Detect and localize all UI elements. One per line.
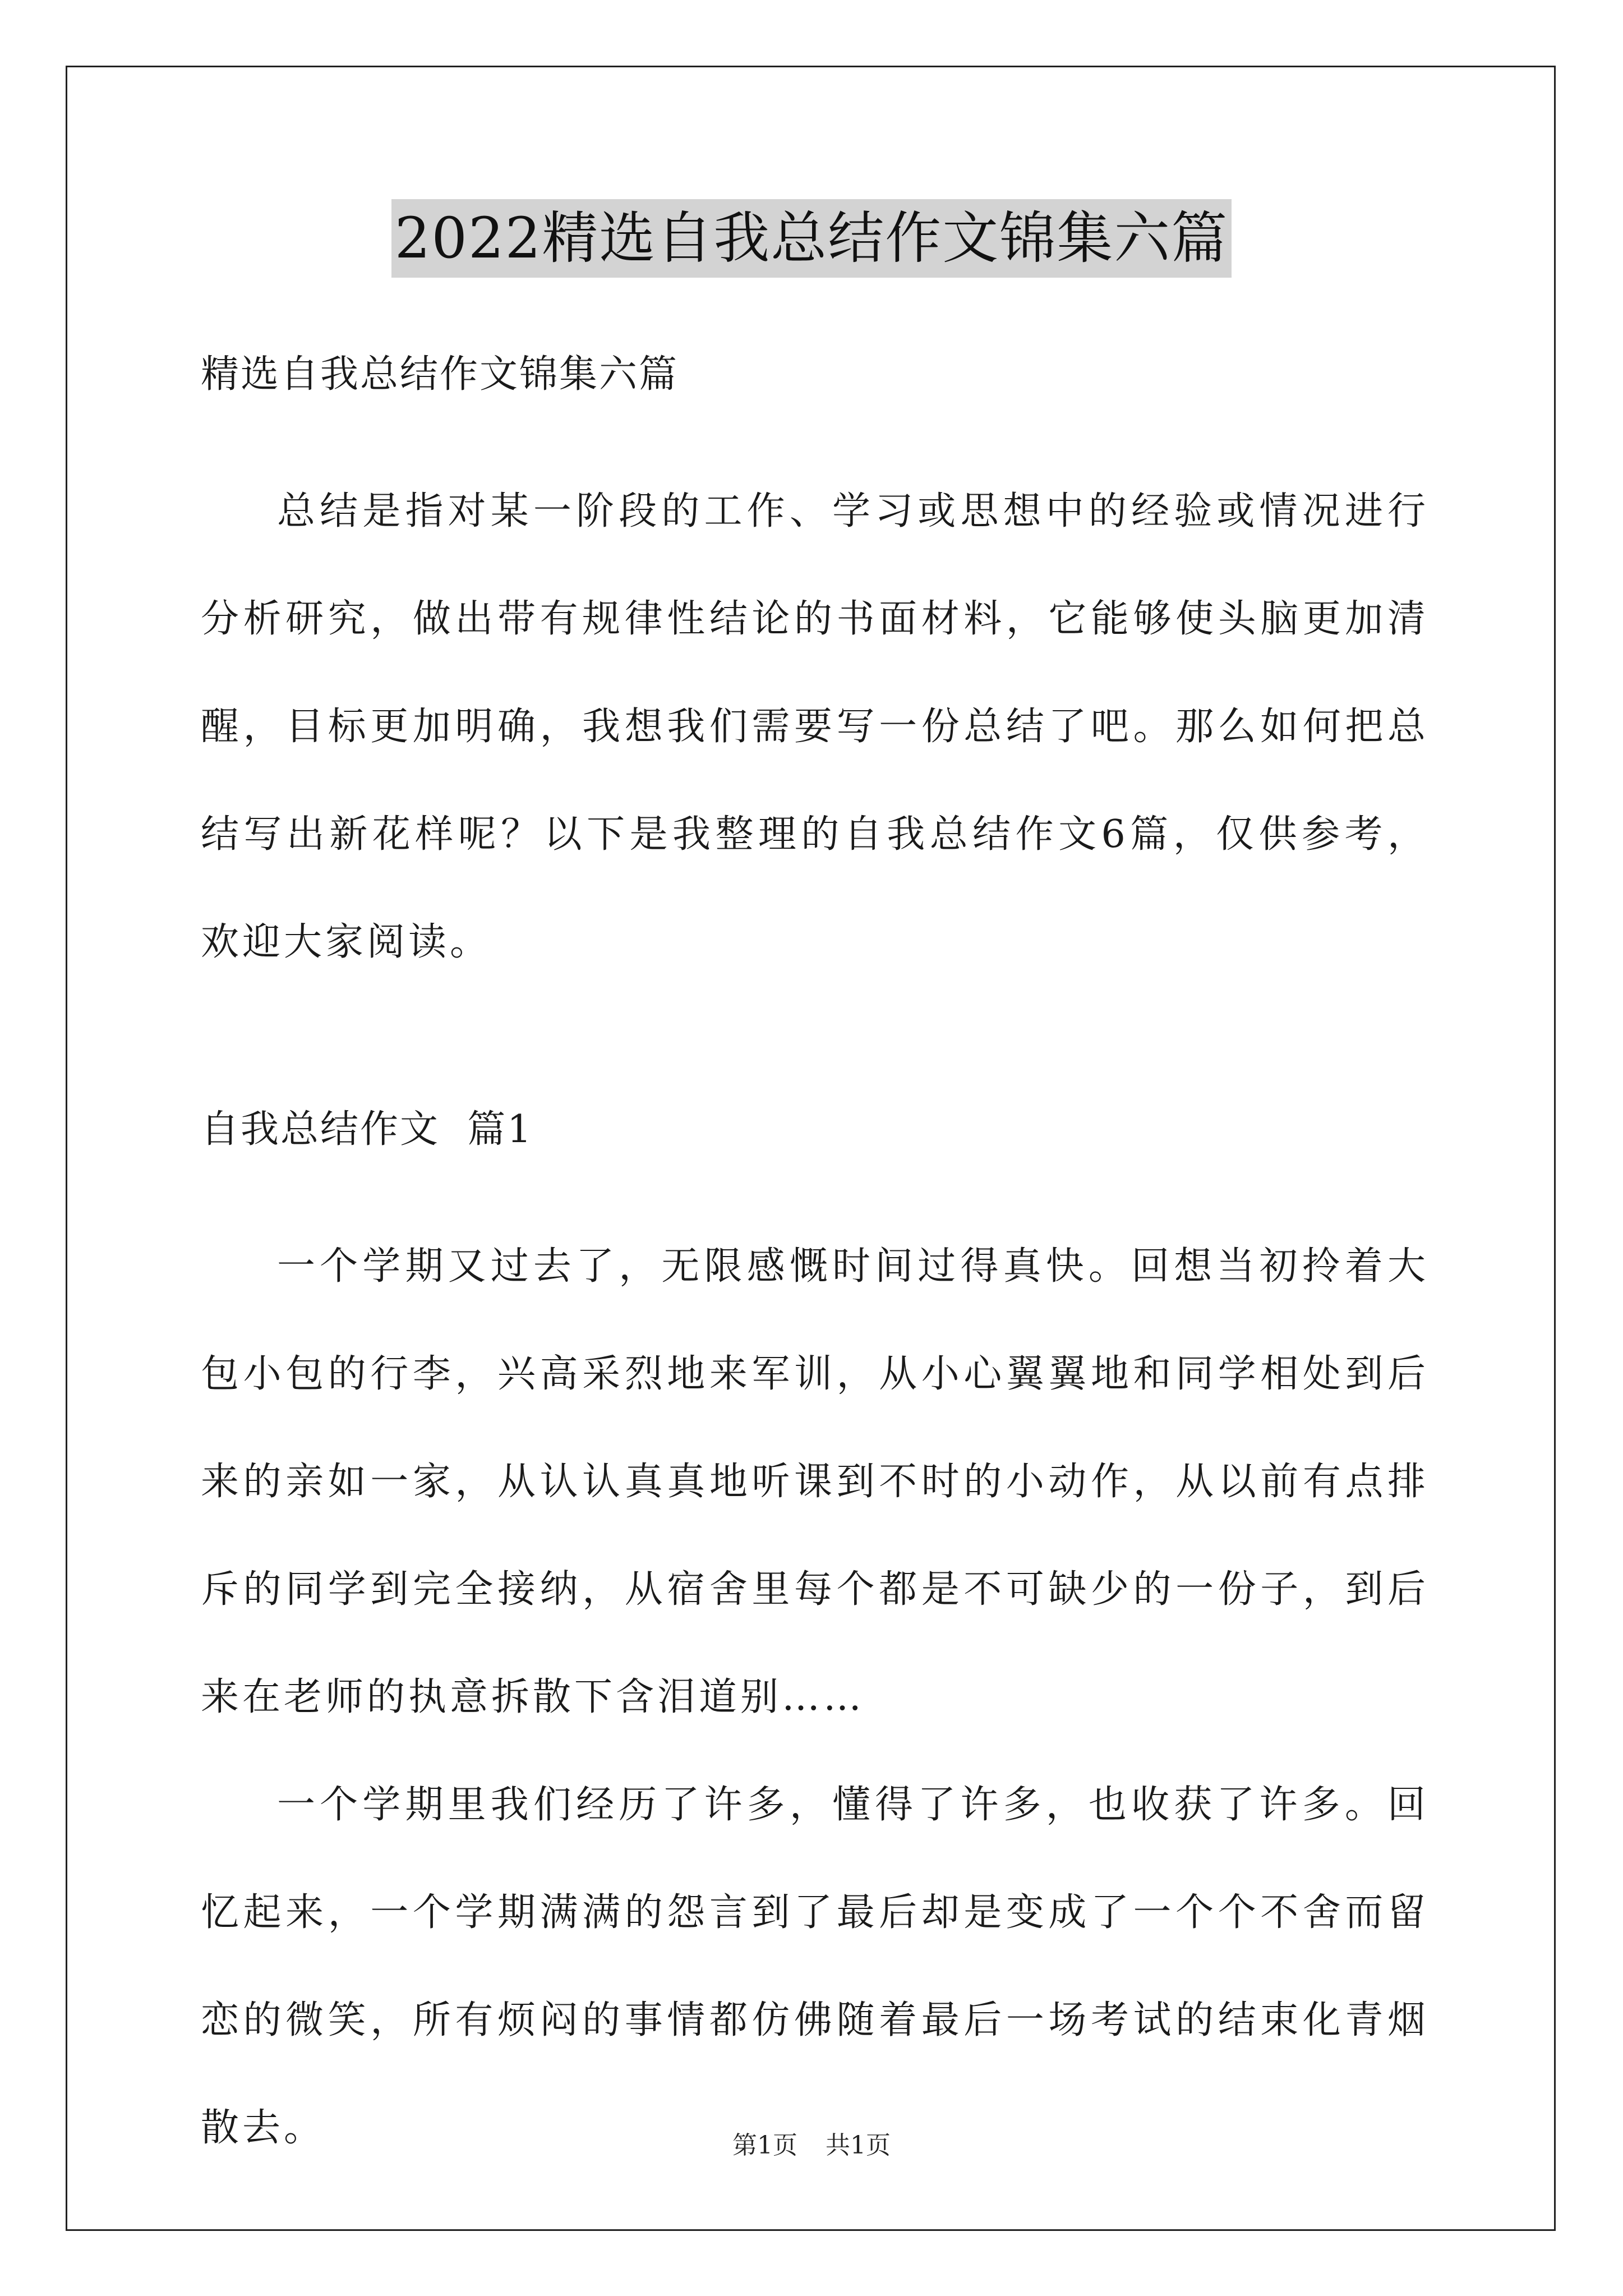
document-title: 2022精选自我总结作文锦集六篇: [391, 199, 1232, 278]
document-body: [201, 348, 1429, 2182]
section-paragraph: 一个学期里我们经历了许多，懂得了许多，也收获了许多。回忆起来，一个学期满满的怨言到了最后却是变成了一个个不舍而留恋的微笑，所有烦闷的事情都仿佛随着最后一场考试的结束化青烟散去。: [201, 1783, 1429, 2150]
title-container: [0, 199, 1623, 278]
page-total: 共1页: [826, 2131, 891, 2160]
page-number: 第1页: [732, 2131, 797, 2160]
section-paragraph: 一个学期又过去了，无限感慨时间过得真快。回想当初拎着大包小包的行李，兴高采烈地来军训，从小心翼翼地和同学相处到后来的亲如一家，从认认真真地听课到不时的小动作，从以前有点排斥的同学到完全接纳，从宿舍里每个都是不可缺少的一份子，到后来在老师的执意拆散下含泪道别……: [201, 1244, 1429, 1719]
intro-paragraph: 总结是指对某一阶段的工作、学习或思想中的经验或情况进行分析研究，做出带有规律性结论的书面材料，它能够使头脑更加清醒，目标更加明确，我想我们需要写一份总结了吧。那么如何把总结写出新花样呢？以下是我整理的自我总结作文6篇，仅供参考，欢迎大家阅读。: [201, 489, 1429, 964]
section-spacer: [201, 996, 1429, 1103]
document-subtitle: 精选自我总结作文锦集六篇: [201, 352, 679, 397]
page-footer: [0, 2129, 1623, 2162]
section-heading: 自我总结作文 篇1: [201, 1107, 533, 1152]
